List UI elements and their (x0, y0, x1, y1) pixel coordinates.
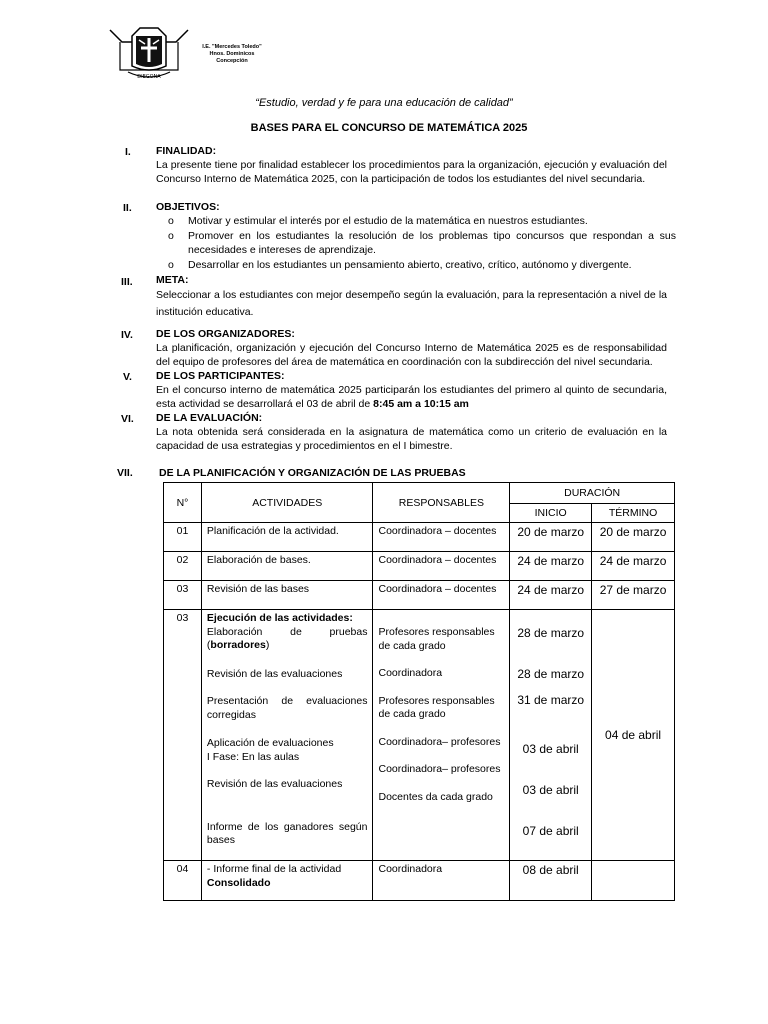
section-number-2: II. (123, 202, 132, 214)
section-number-5: V. (123, 371, 132, 383)
execution-activities: Ejecución de las actividades: Elaboración de pruebas (borradores) Revisión de las evaluaciones Presentación de evaluaciones corregidas Aplicación de evaluaciones I Fase: En las aulas Revisión de las evaluaciones Informe de los ganadores según bases (201, 610, 373, 861)
section-finalidad (156, 144, 667, 186)
section-objetivos (156, 200, 676, 272)
table-row: 01 Planificación de la actividad. Coordinadora – docentes 20 de marzo 20 de marzo (164, 523, 675, 552)
table-row-execution: 03 Ejecución de las actividades: Elaboración de pruebas (borradores) Revisión de las evaluaciones Presentación de evaluaciones corregidas Aplicación de evaluaciones I Fase: En las aulas Revisión de las evaluaciones Informe de los ganadores según bases Profesores responsables de cada grado Coordinadora Profesores responsables de cada grado Coordinadora– profesores Coordinadora– profesores Docentes da cada grado 28 de marzo 28 de marzo 31 de marzo 03 de abril 03 de abril 07 de abril 04 de abril (164, 610, 675, 861)
objectives-list (156, 214, 676, 272)
list-item: o Desarrollar en los estudiantes un pensamiento abierto, creativo, crítico, autónomo y divergente. (168, 258, 632, 271)
crest-text: DIEGONA (137, 74, 161, 80)
table-row: 04 - Informe final de la actividad Consolidado Coordinadora 08 de abril (164, 861, 675, 901)
list-item: o Motivar y estimular el interés por el estudio de la matemática en nuestros estudiantes. (168, 215, 588, 227)
section-text-evaluacion: La nota obtenida será considerada en la asignatura de matemática como un criterio de evaluación en la capacidad de usa estrategias y procedimientos en el I bimestre. (156, 426, 667, 452)
section-number-6: VI. (121, 413, 134, 425)
section-title-organizadores: DE LOS ORGANIZADORES: (156, 328, 295, 340)
bullet-icon: o (168, 229, 174, 242)
section-evaluacion (156, 411, 667, 453)
section-organizadores (156, 327, 667, 369)
school-line-2: Hnos. Dominicos (209, 51, 255, 57)
header-inicio: INICIO (510, 504, 592, 523)
section-text-meta: Seleccionar a los estudiantes con mejor desempeño según la evaluación, para la representación a nivel de la institución educativa. (156, 289, 667, 318)
header-termino: TÉRMINO (592, 504, 675, 523)
table-row: 03 Revisión de las bases Coordinadora – docentes 24 de marzo 27 de marzo (164, 581, 675, 610)
execution-termino: 04 de abril (592, 610, 675, 861)
header-actividades: ACTIVIDADES (201, 483, 373, 523)
section-meta (156, 274, 667, 321)
school-name (196, 44, 268, 65)
time-joiner: a (412, 398, 424, 410)
section-participantes (156, 369, 667, 411)
list-item: o Promover en los estudiantes la resolución de los problemas tipo concursos que respondan a sus necesidades e intereses de aprendizaje. (168, 229, 676, 256)
section-number-4: IV. (121, 329, 133, 341)
document-header (106, 22, 268, 82)
section-title-meta: META: (156, 274, 189, 286)
header-number: N° (164, 483, 202, 523)
school-crest-icon (106, 22, 192, 82)
bullet-icon: o (168, 258, 174, 271)
school-line-1: I.E. "Mercedes Toledo" (202, 44, 262, 50)
time-start: 8:45 am (373, 398, 413, 410)
section-text-finalidad: La presente tiene por finalidad establecer los procedimientos para la organización, ejecución y evaluación del Concurso Interno de Matemática 2025, con la participación de todos los estudiantes del nivel secundaria. (156, 159, 667, 185)
bullet-icon: o (168, 215, 174, 227)
table-row: 02 Elaboración de bases. Coordinadora – docentes 24 de marzo 24 de marzo (164, 552, 675, 581)
header-responsables: RESPONSABLES (373, 483, 510, 523)
execution-inicio: 28 de marzo 28 de marzo 31 de marzo 03 de abril 03 de abril 07 de abril (510, 610, 592, 861)
school-line-3: Concepción (216, 58, 248, 64)
section-number-7: VII. (117, 467, 133, 479)
document-title: BASES PARA EL CONCURSO DE MATEMÁTICA 2025 (250, 122, 528, 134)
time-end: 10:15 am (423, 398, 469, 410)
section-number-3: III. (121, 276, 133, 288)
section-title-finalidad: FINALIDAD: (156, 145, 217, 157)
section-text-organizadores: La planificación, organización y ejecución del Concurso Interno de Matemática 2025 es de responsabilidad del equipo de profesores del área de matemática en coordinación con la subdirección del nivel secundaria. (156, 342, 667, 368)
header-duracion: DURACIÓN (510, 483, 675, 504)
motto: “Estudio, verdad y fe para una educación de calidad” (255, 97, 513, 109)
planning-table (163, 482, 675, 901)
section-title-objetivos: OBJETIVOS: (156, 201, 220, 213)
execution-responsables: Profesores responsables de cada grado Coordinadora Profesores responsables de cada grado Coordinadora– profesores Coordinadora– profesores Docentes da cada grado (373, 610, 510, 861)
section-number-1: I. (125, 146, 131, 158)
section-title-planificacion: DE LA PLANIFICACIÓN Y ORGANIZACIÓN DE LAS PRUEBAS (159, 467, 466, 479)
section-title-participantes: DE LOS PARTICIPANTES: (156, 370, 285, 382)
section-title-evaluacion: DE LA EVALUACIÓN: (156, 412, 263, 424)
section-text-participantes: En el concurso interno de matemática 2025 participarán los estudiantes del primero al quinto de secundaria, esta actividad se desarrollará el 03 de abril de 8:45 am a 10:15 am (156, 384, 667, 410)
